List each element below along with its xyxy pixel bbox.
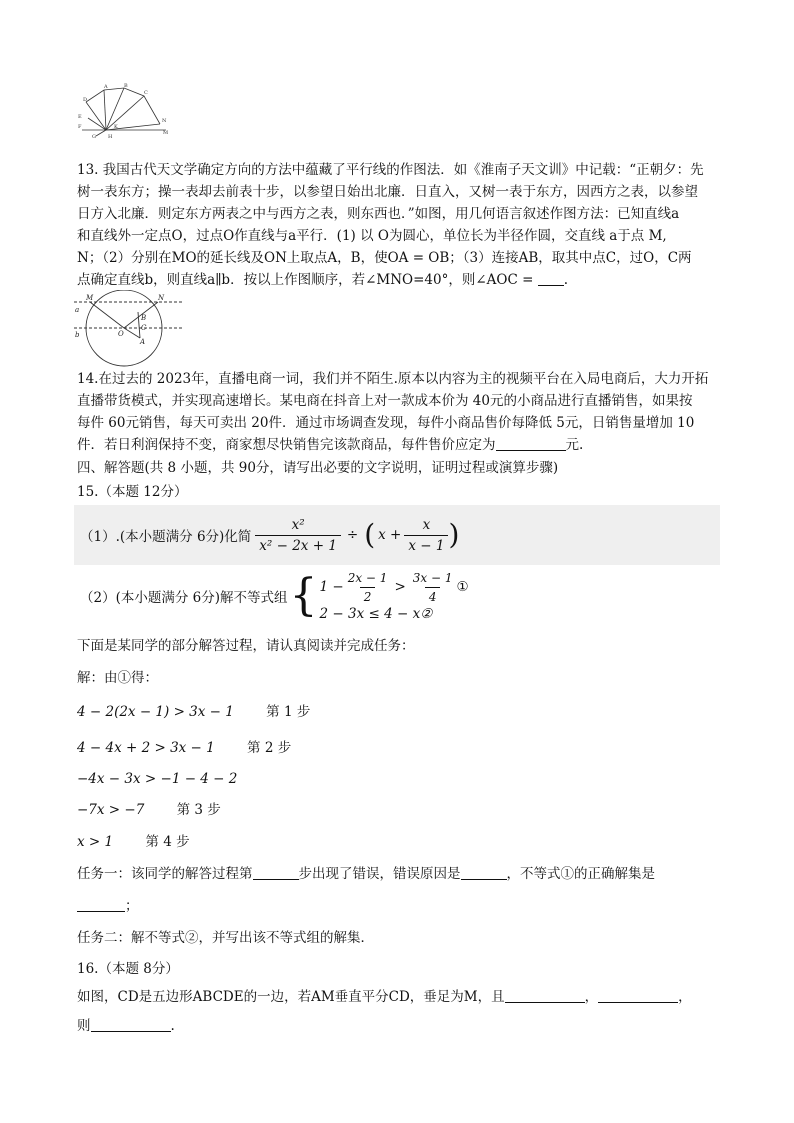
q14-end: 元. [565, 437, 584, 453]
q16-line1 [77, 987, 722, 1007]
q15-fraction-den: x² − 2x + 1 [255, 535, 341, 554]
q15-solution-head: 解：由①得： [77, 670, 158, 686]
q15-ineq1-frac [344, 571, 392, 604]
q15-part1 [80, 510, 459, 560]
q13-line-6 [77, 270, 722, 290]
q15-paren-open: ( [364, 518, 376, 551]
q15-ineq1-den: 2 [360, 587, 376, 604]
q15-inner-den: x − 1 [404, 535, 448, 554]
q15-title: 15.（本题 12分） [77, 484, 188, 500]
fig1-label: D [83, 97, 88, 103]
q16-blank-1[interactable] [505, 988, 585, 1003]
q16-blank-2[interactable] [598, 988, 678, 1003]
fig1-label: M [163, 130, 169, 136]
q15-fraction [255, 517, 341, 554]
q15-task1-line2 [77, 896, 722, 916]
q15-task1 [77, 864, 722, 884]
q15-step-expr: 4 − 4x + 2 > 3x − 1 [77, 740, 215, 756]
q13-end: . [563, 272, 568, 288]
q15-step-tag: 第 3 步 [176, 802, 221, 818]
q15-ineq1-mark: ① [456, 579, 469, 595]
fig2-label: O [118, 330, 124, 338]
q15-inner-fraction [404, 517, 448, 554]
q13-line-2: 树一表东方；操一表却去前表十步，以参望日始出北廉．日直入，又树一表于东方，因西方之表，以参望 [77, 184, 698, 200]
q15-div-op: ÷ [346, 527, 359, 543]
figure-circle-parallel [74, 290, 184, 370]
q15-task2: 任务二：解不等式②，并写出该不等式组的解集． [77, 930, 374, 946]
q15-ineq1-rnum: 3x − 1 [412, 570, 453, 585]
fig1-label: G [92, 134, 96, 138]
q13-answer-blank[interactable] [538, 271, 564, 286]
fig1-label: B [124, 83, 128, 89]
q15-ineq1-rden: 4 [425, 587, 441, 604]
q15-step-expr: −7x > −7 [77, 802, 145, 818]
figure-angle-sketch [74, 82, 174, 138]
q15-step-2 [77, 738, 291, 758]
q15-solution-set-blank[interactable] [77, 897, 125, 912]
q15-paren-close: ) [448, 518, 460, 551]
q15-step-expr: −4x − 3x > −1 − 4 − 2 [77, 771, 238, 787]
q15-inner-num: x [422, 516, 431, 533]
q16-line1-text: 如图，CD是五边形ABCDE的一边，若AM垂直平分CD，垂足为M，且 [77, 989, 505, 1005]
fig2-label: b [75, 331, 80, 339]
q13-line-1: 13. 我国古代天文学确定方向的方法中蕴藏了平行线的作图法．如《淮南子天文训》中记载：“正朝夕：先 [77, 162, 704, 178]
fig1-label: C [144, 90, 148, 96]
q14-line-4-text: 件．若日利润保持不变，商家想尽快销售完该款商品，每件售价应定为 [77, 437, 496, 453]
q15-ineq1-num: 2x − 1 [347, 570, 388, 585]
fig1-label: A [104, 84, 108, 90]
q16-line2-end: . [170, 1018, 175, 1034]
fig2-label: C [141, 324, 147, 332]
q16-line2 [77, 1016, 722, 1036]
q14-answer-blank[interactable] [496, 436, 566, 451]
fig1-label: K [114, 124, 118, 130]
q15-step-expr: x > 1 [77, 834, 114, 850]
q15-part1-prefix: （1）.(本小题满分 6分)化简 [80, 529, 252, 545]
q15-step-3 [77, 769, 237, 789]
q15-step-5 [77, 832, 190, 852]
q14-line-1: 14.在过去的 2023年，直播电商一词，我们并不陌生.原本以内容为主的视频平台在入局电商后，大力开拓 [77, 371, 709, 387]
q15-system [320, 571, 469, 622]
fig2-label: N [158, 294, 165, 302]
q15-step-1 [77, 702, 310, 722]
q15-step-tag: 第 2 步 [247, 740, 292, 756]
q16-sep: ， [584, 989, 599, 1005]
q15-ineq2: 2 − 3x ≤ 4 − x② [319, 605, 433, 622]
q15-reason-blank[interactable] [461, 865, 507, 880]
q13-line-5: N；（2）分别在MO的延长线及ON上取点A，B，使OA = OB；（3）连接AB，取其中点C，过O，C两 [77, 250, 692, 266]
q15-brace: { [289, 570, 318, 621]
q14-line-2: 直播带货模式，并实现高速增长。某电商在抖音上对一款成本价为 40元的小商品进行直播销售，如果按 [77, 393, 693, 409]
q15-part2 [80, 568, 469, 624]
q15-ineq1-op: > [394, 579, 406, 595]
fig1-label: E [78, 114, 82, 120]
q13-line-4: 和直线外一定点O，过点O作直线与a平行．(1) 以 O为圆心，单位长为半径作圆，交直线 a于点 M, [77, 228, 667, 244]
fig2-label: A [140, 338, 146, 346]
q15-x-plus: x + [378, 527, 402, 543]
fig2-label: a [75, 306, 80, 314]
q15-task1-end: ； [125, 898, 139, 914]
q15-step-tag: 第 1 步 [266, 704, 311, 720]
q16-line2-text: 则 [77, 1018, 91, 1034]
q15-step-blank[interactable] [253, 865, 299, 880]
q15-fraction-num: x² [291, 516, 305, 533]
q13-line-6-text: 点确定直线b，则直线a∥b．按以上作图顺序，若∠MNO=40°，则∠AOC = [77, 272, 538, 288]
fig2-label: B [141, 314, 147, 322]
fig1-label: H [108, 134, 113, 138]
q15-ineq1 [320, 571, 469, 604]
q15-task1-c: ，不等式①的正确解集是 [506, 866, 655, 882]
section-heading: 四、解答题(共 8 小题，共 90分，请写出必要的文字说明，证明过程或演算步骤) [77, 460, 559, 476]
q15-ineq1-rfrac [409, 571, 457, 604]
q16-blank-3[interactable] [91, 1017, 171, 1032]
q14-line-4 [77, 435, 722, 455]
q15-task1-b: 步出现了错误，错误原因是 [298, 866, 461, 882]
fig2-label: M [86, 294, 94, 302]
q15-step-tag: 第 4 步 [145, 834, 190, 850]
q15-part2-prefix: （2）(本小题满分 6分)解不等式组 [80, 590, 288, 606]
q14-line-3: 每件 60元销售，每天可卖出 20件．通过市场调查发现，每件小商品售价每降低 5元，日销售量增加 10 [77, 415, 695, 431]
q15-step-4 [77, 800, 221, 820]
q16-line1-end: ， [678, 989, 692, 1005]
fig1-label: F [78, 124, 82, 130]
q13-line-3: 日方入北廉．则定东方两表之中与西方之表，则东西也．”如图，用几何语言叙述作图方法：已知直线a [77, 206, 680, 222]
q15-intro: 下面是某同学的部分解答过程，请认真阅读并完成任务： [77, 638, 415, 654]
q16-title: 16.（本题 8分） [77, 961, 179, 977]
q15-step-expr: 4 − 2(2x − 1) > 3x − 1 [77, 704, 234, 720]
q15-task1-a: 任务一：该同学的解答过程第 [77, 866, 253, 882]
fig1-label: N [162, 118, 167, 124]
q15-ineq1-left: 1 − [319, 579, 344, 595]
